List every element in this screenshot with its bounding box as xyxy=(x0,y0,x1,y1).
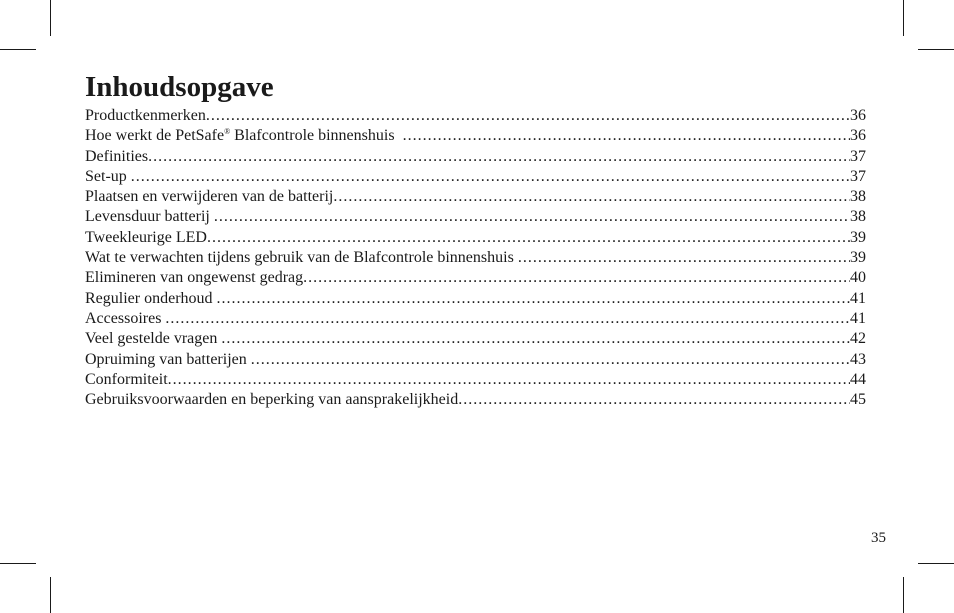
toc-leader-dots xyxy=(214,207,850,227)
crop-mark-top-left-vertical xyxy=(50,0,51,36)
registered-mark: ® xyxy=(224,127,231,137)
toc-leader-dots xyxy=(458,390,850,410)
toc-entry-productkenmerken[interactable] xyxy=(85,106,866,126)
toc-entry-label: Tweekleurige LED xyxy=(85,228,207,246)
toc-entry-label: Plaatsen en verwijderen van de batterij xyxy=(85,188,334,206)
toc-entry-page: 36 xyxy=(850,107,866,124)
crop-mark-bottom-left-horizontal xyxy=(0,563,36,564)
toc-entry-page: 37 xyxy=(850,147,866,165)
toc-leader-dots xyxy=(207,228,850,248)
toc-entry-page: 36 xyxy=(850,127,866,145)
toc-entry-definities[interactable] xyxy=(85,147,866,167)
toc-entry-gebruiksvoorwaarden[interactable] xyxy=(85,390,866,410)
toc-entry-wat-te-verwachten[interactable] xyxy=(85,248,866,268)
toc-leader-dots xyxy=(518,248,850,268)
toc-entry-page: 42 xyxy=(850,330,866,348)
toc-leader-dots xyxy=(206,106,850,126)
toc-leader-dots xyxy=(403,126,850,146)
toc-entry-tweekleurige-led[interactable] xyxy=(85,228,866,248)
toc-entry-label: Conformiteit xyxy=(85,370,168,388)
page-number: 35 xyxy=(871,530,886,546)
toc-entry-label: Veel gestelde vragen xyxy=(85,330,222,348)
toc-entry-conformiteit[interactable] xyxy=(85,370,866,390)
toc-entry-label: Elimineren van ongewenst gedrag xyxy=(85,269,304,287)
toc-entry-page: 37 xyxy=(850,167,866,185)
toc-entry-label: Levensduur batterij xyxy=(85,208,214,226)
toc-leader-dots xyxy=(217,289,850,309)
toc-entry-page: 44 xyxy=(850,370,866,388)
toc-entry-label: Regulier onderhoud xyxy=(85,289,217,307)
toc-entry-label: Definities xyxy=(85,147,149,165)
toc-leader-dots xyxy=(168,370,850,390)
toc-entry-page: 38 xyxy=(850,188,866,206)
crop-mark-top-right-horizontal xyxy=(918,49,954,50)
crop-mark-bottom-right-vertical xyxy=(903,577,904,613)
toc-entry-veel-gestelde-vragen[interactable] xyxy=(85,329,866,349)
toc-entry-label: Wat te verwachten tijdens gebruik van de Blafcontrole binnenshuis xyxy=(85,249,518,267)
toc-entry-label: Gebruiksvoorwaarden en beperking van aansprakelijkheid xyxy=(85,391,459,409)
toc-leader-dots xyxy=(165,309,850,329)
toc-entry-page: 41 xyxy=(850,289,866,307)
toc-entry-levensduur-batterij[interactable] xyxy=(85,207,866,227)
toc-entry-label xyxy=(85,126,403,146)
toc-leader-dots xyxy=(251,350,850,370)
toc-entry-label-part: Blafcontrole binnenshuis xyxy=(230,127,403,145)
toc-entry-set-up[interactable] xyxy=(85,167,866,187)
toc-leader-dots xyxy=(303,268,850,288)
crop-mark-top-left-horizontal xyxy=(0,49,36,50)
toc-leader-dots xyxy=(131,167,850,187)
toc-entry-label: Accessoires xyxy=(85,309,166,327)
toc-leader-dots xyxy=(333,187,850,207)
toc-leader-dots xyxy=(221,329,850,349)
toc-leader-dots xyxy=(148,147,850,167)
page-title: Inhoudsopgave xyxy=(85,71,274,103)
toc-entry-hoe-werkt[interactable] xyxy=(85,126,866,146)
toc-entry-label-part: Hoe werkt de PetSafe xyxy=(85,127,225,145)
toc-entry-opruiming-batterijen[interactable] xyxy=(85,350,866,370)
toc-entry-label: Set-up xyxy=(85,167,131,185)
crop-mark-top-right-vertical xyxy=(903,0,904,36)
toc-entry-label: Productkenmerken xyxy=(85,107,206,124)
toc-entry-page: 41 xyxy=(850,309,866,327)
table-of-contents xyxy=(85,106,866,410)
toc-entry-page: 39 xyxy=(850,249,866,267)
toc-entry-page: 45 xyxy=(850,391,866,409)
toc-entry-page: 40 xyxy=(850,269,866,287)
toc-entry-elimineren[interactable] xyxy=(85,268,866,288)
toc-entry-batterij-plaatsen[interactable] xyxy=(85,187,866,207)
toc-entry-page: 38 xyxy=(850,208,866,226)
crop-mark-bottom-left-vertical xyxy=(50,577,51,613)
toc-entry-accessoires[interactable] xyxy=(85,309,866,329)
toc-entry-label: Opruiming van batterijen xyxy=(85,350,251,368)
toc-entry-regulier-onderhoud[interactable] xyxy=(85,289,866,309)
toc-entry-page: 43 xyxy=(850,350,866,368)
toc-entry-page: 39 xyxy=(850,228,866,246)
crop-mark-bottom-right-horizontal xyxy=(918,563,954,564)
